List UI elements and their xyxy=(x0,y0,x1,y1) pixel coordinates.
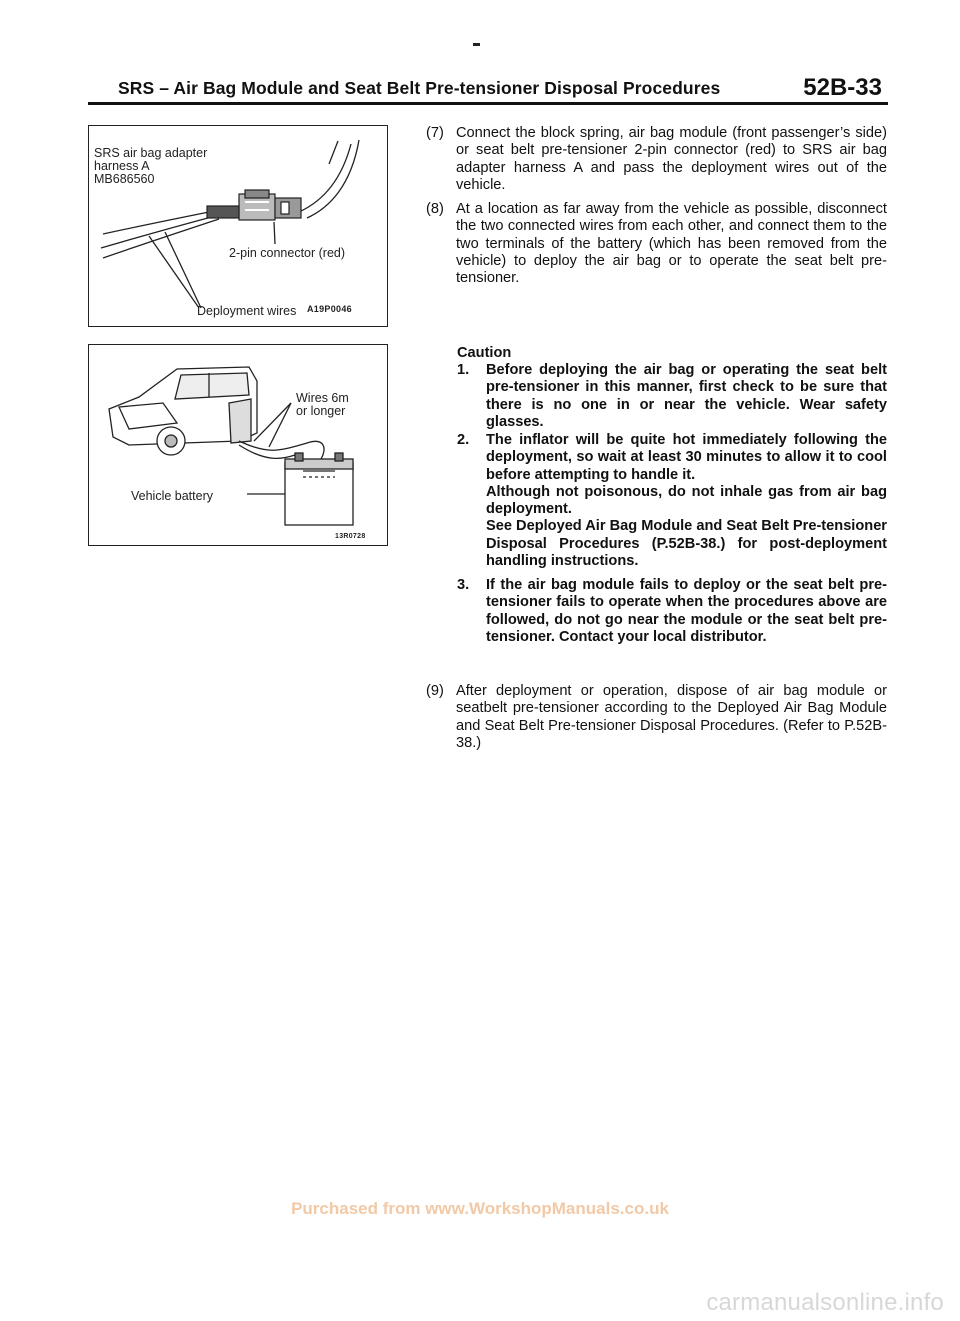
adapter-harness-figure xyxy=(88,125,388,327)
caution-item-number: 2. xyxy=(457,432,470,448)
adapter-label: SRS air bag adapter xyxy=(94,146,208,160)
header-rule xyxy=(88,102,888,105)
caution-item-text-part1: The inflator will be quite hot immediately following the deployment, so wait at least 30 minutes to allow it to cool before attempting to handle it. xyxy=(486,432,887,483)
step-text: Connect the block spring, air bag module (front passenger’s side) or seat belt pre-tensioner 2-pin connector (red) to SRS air bag adapter harness A and pass the deployment wires out of the vehicle. xyxy=(456,125,887,193)
page-number: 52B-33 xyxy=(803,74,882,101)
header-mark xyxy=(473,43,480,46)
step-text: At a location as far away from the vehicle as possible, disconnect the two connected wires from each other, and connect them to the two terminals of the battery (which has been removed from the vehicle) to deploy the air bag or to operate the seat belt pre-tensioner. xyxy=(456,201,887,287)
figure-code: A19P0046 xyxy=(307,304,352,314)
harness-label: harness A xyxy=(94,159,150,173)
vehicle-battery-illustration xyxy=(89,345,387,545)
page-header xyxy=(88,74,888,104)
vehicle-battery-figure xyxy=(88,344,388,546)
step-number: (7) xyxy=(426,125,444,141)
caution-item-text xyxy=(486,432,887,570)
step-number: (8) xyxy=(426,201,444,217)
caution-item-text: If the air bag module fails to deploy or the seat belt pre-tensioner fails to operate when the procedures above are followed, do not go near the module or the seat belt pre-tensioner. Contact your local distributor. xyxy=(486,577,887,645)
purchase-footer: Purchased from www.WorkshopManuals.co.uk xyxy=(291,1199,669,1218)
caution-item-text-part3: See Deployed Air Bag Module and Seat Belt Pre-tensioner Disposal Procedures (P.52B-38.) for post-deployment handling instructions. xyxy=(486,518,887,570)
step-number: (9) xyxy=(426,683,444,699)
part-number-label: MB686560 xyxy=(94,172,155,186)
caution-item-number: 1. xyxy=(457,362,470,378)
wires-length-label-line2: or longer xyxy=(296,404,346,418)
site-watermark: carmanualsonline.info xyxy=(706,1289,944,1316)
step-text: After deployment or operation, dispose of air bag module or seatbelt pre-tensioner according to the Deployed Air Bag Module and Seat Belt Pre-tensioner Disposal Procedures. (Refer to P.52B-38.) xyxy=(456,683,887,751)
deployment-wires-label: Deployment wires xyxy=(197,304,297,318)
vehicle-battery-label: Vehicle battery xyxy=(131,489,213,503)
connector-label: 2-pin connector (red) xyxy=(229,246,346,260)
wires-length-label-line1: Wires 6m xyxy=(296,391,349,405)
caution-title: Caution xyxy=(457,345,512,361)
page-title: SRS – Air Bag Module and Seat Belt Pre-tensioner Disposal Procedures xyxy=(118,78,721,98)
caution-item-number: 3. xyxy=(457,577,470,593)
figure-code: 13R0728 xyxy=(335,533,366,540)
caution-item-text-part2: Although not poisonous, do not inhale gas from air bag deployment. xyxy=(486,483,887,518)
caution-item-text: Before deploying the air bag or operating the seat belt pre-tensioner in this manner, first check to be sure that there is no one in or near the vehicle. Wear safety glasses. xyxy=(486,362,887,430)
